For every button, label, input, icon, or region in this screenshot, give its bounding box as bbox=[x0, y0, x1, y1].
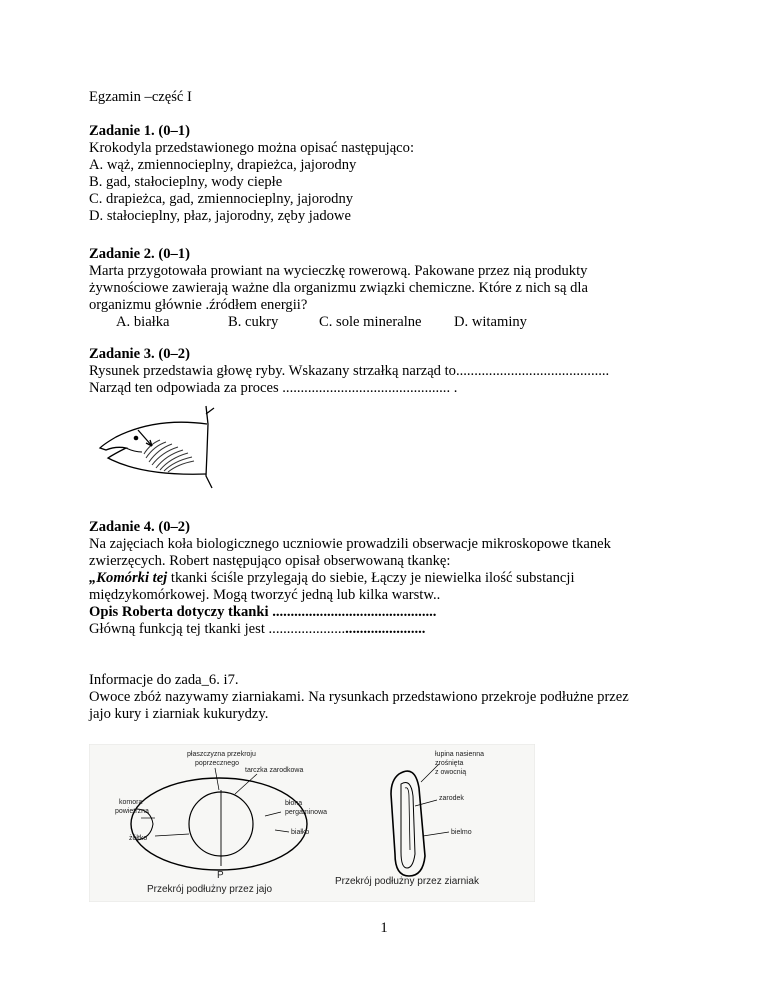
task2-options bbox=[0, 314, 768, 331]
task3-heading: Zadanie 3. (0–2) bbox=[89, 346, 190, 362]
task2-option-d: D. witaminy bbox=[454, 314, 527, 330]
egg-label-yolk: żółtko bbox=[129, 835, 148, 842]
egg-label-white: białko bbox=[291, 829, 310, 836]
task3-line-2: Narząd ten odpowiada za proces .............................................. . bbox=[89, 380, 458, 396]
page-number: 1 bbox=[380, 920, 388, 936]
info-line-1: Owoce zbóż nazywamy ziarniakami. Na rysunkach przedstawiono przekroje podłużne przez bbox=[89, 689, 629, 705]
task4-quote-line-1 bbox=[89, 570, 575, 587]
grain-caption: Przekrój podłużny przez ziarniak bbox=[335, 876, 479, 887]
task4-line-2: zwierzęcych. Robert następująco opisał obserwowaną tkankę: bbox=[89, 553, 451, 569]
grain-label-husk-2: zrośnięta bbox=[435, 760, 464, 767]
egg-grain-figure bbox=[89, 744, 535, 902]
task1-option-c: C. drapieżca, gad, zmiennocieplny, jajorodny bbox=[89, 191, 354, 207]
grain-label-endosperm: bielmo bbox=[451, 829, 472, 836]
task4-quote-text: tkanki ściśle przylegają do siebie, Łączy je niewielka ilość substancji bbox=[167, 570, 575, 586]
egg-label-disc: tarczka zarodkowa bbox=[245, 767, 304, 774]
task1-option-d: D. stałocieplny, płaz, jajorodny, zęby jadowe bbox=[89, 208, 351, 224]
grain-label-husk-3: z owocnią bbox=[435, 769, 467, 776]
task1-option-a: A. wąż, zmiennocieplny, drapieżca, jajorodny bbox=[89, 157, 357, 173]
task1-question: Krokodyla przedstawionego można opisać następująco: bbox=[89, 140, 415, 156]
task4-line-1: Na zajęciach koła biologicznego uczniowie prowadzili obserwacje mikroskopowe tkanek bbox=[89, 536, 611, 552]
egg-label-plane-2: poprzecznego bbox=[195, 760, 239, 767]
task2-option-a: A. białka bbox=[116, 314, 170, 330]
task4-heading: Zadanie 4. (0–2) bbox=[89, 519, 190, 535]
task3-line-1: Rysunek przedstawia głowę ryby. Wskazany strzałką narząd to.......................................... bbox=[89, 363, 610, 379]
egg-label-plane-1: płaszczyzna przekroju bbox=[187, 751, 256, 758]
info-heading: Informacje do zada_6. i7. bbox=[89, 672, 239, 688]
egg-caption: Przekrój podłużny przez jajo bbox=[147, 884, 273, 895]
fish-head-drawing bbox=[86, 402, 226, 496]
task4-answer-2-text: Główną funkcją tej tkanki jest ..................... bbox=[89, 621, 346, 637]
task2-heading: Zadanie 2. (0–1) bbox=[89, 246, 190, 262]
egg-label-chamber-1: komora bbox=[119, 799, 143, 806]
task2-option-c: C. sole mineralne bbox=[319, 314, 422, 330]
document-title: Egzamin –część I bbox=[89, 89, 192, 105]
egg-label-p: P bbox=[217, 870, 224, 881]
task2-line-2: żywnościowe zawierają ważne dla organizmu związki chemiczne. Które z nich są dla bbox=[89, 280, 588, 296]
task4-quote-emphasis: „Komórki tej bbox=[89, 570, 168, 586]
task2-line-3: organizmu głównie .źródłem energii? bbox=[89, 297, 308, 313]
task4-quote-line-2: międzykomórkowej. Mogą tworzyć jedną lub kilka warstw.. bbox=[89, 587, 441, 603]
grain-label-embryo: zarodek bbox=[439, 795, 464, 802]
egg-label-membrane-2: pergaminowa bbox=[285, 809, 328, 816]
task4-answer-2 bbox=[89, 621, 425, 638]
info-line-2: jajo kury i ziarniak kukurydzy. bbox=[89, 706, 269, 722]
egg-label-chamber-2: powietrzna bbox=[115, 808, 149, 815]
task2-line-1: Marta przygotowała prowiant na wycieczkę rowerową. Pakowane przez nią produkty bbox=[89, 263, 588, 279]
grain-label-husk-1: łupina nasienna bbox=[435, 751, 485, 758]
task2-option-b: B. cukry bbox=[228, 314, 279, 330]
task4-answer-2-dots: ...................... bbox=[345, 621, 426, 637]
task4-answer-1: Opis Roberta dotyczy tkanki ............................................. bbox=[89, 604, 437, 620]
task1-heading: Zadanie 1. (0–1) bbox=[89, 123, 190, 139]
egg-label-membrane-1: błona bbox=[285, 800, 303, 807]
task1-option-b: B. gad, stałocieplny, wody ciepłe bbox=[89, 174, 283, 190]
